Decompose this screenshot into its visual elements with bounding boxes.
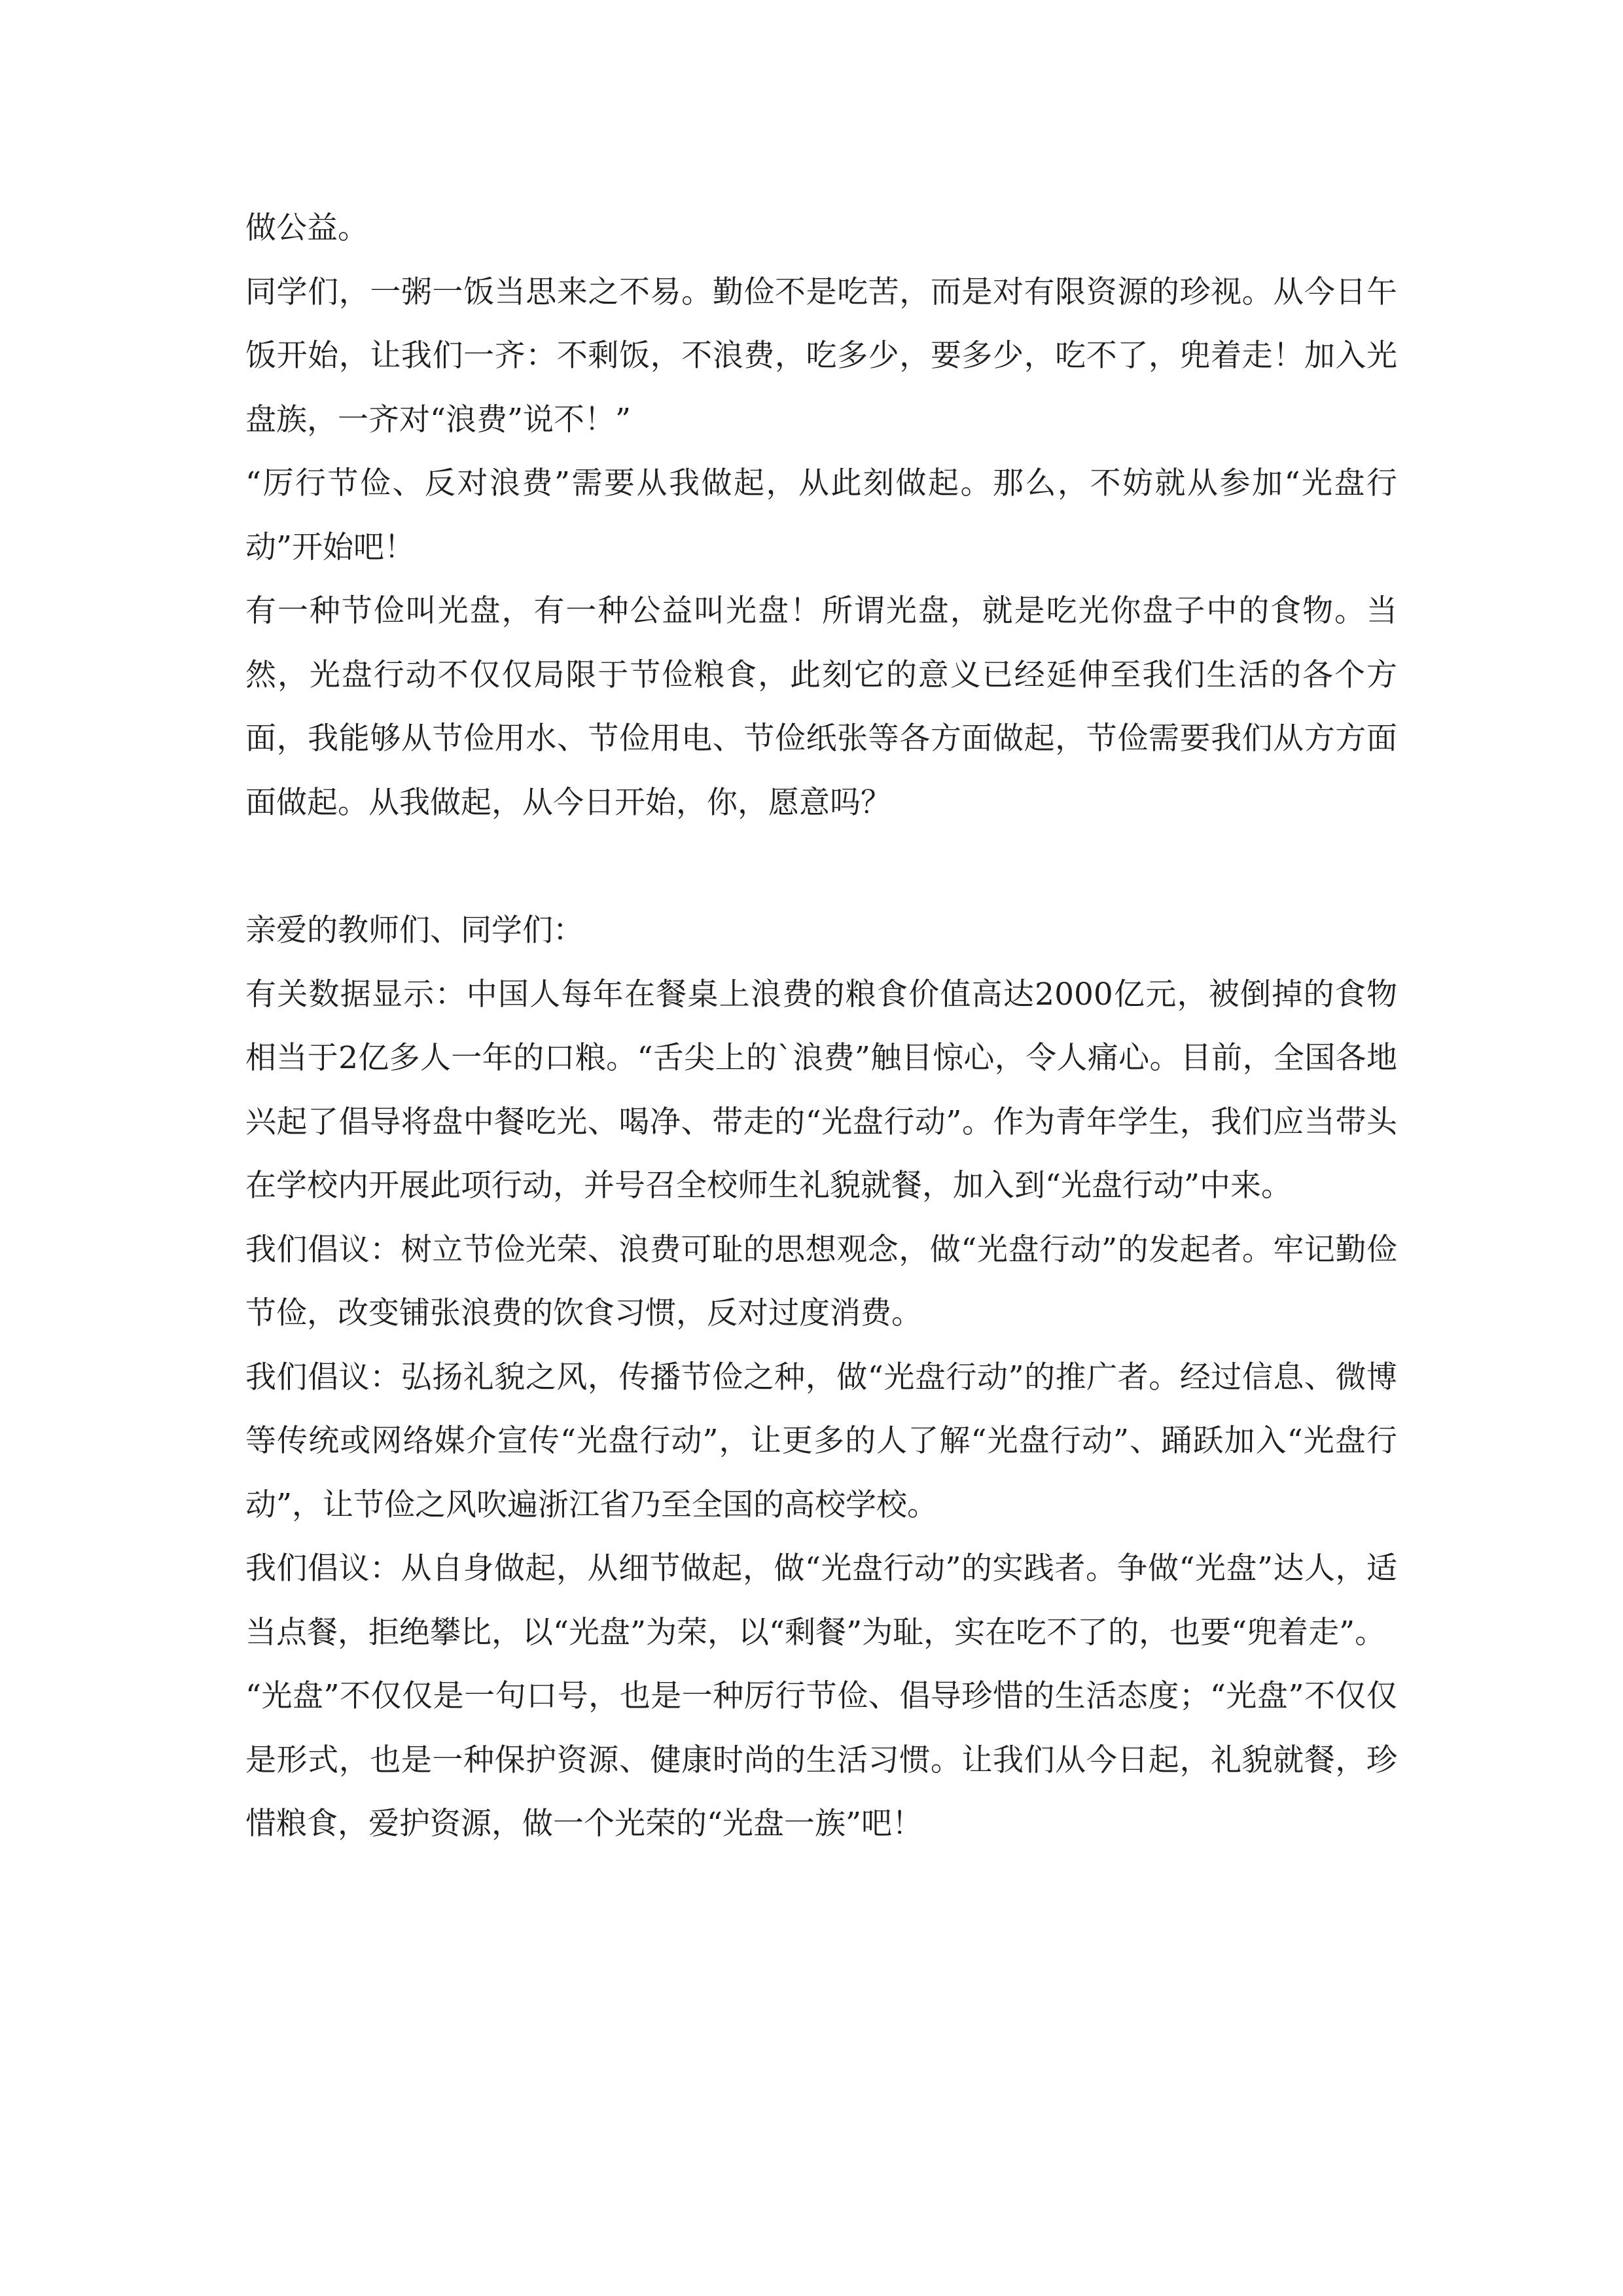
text-block-2 bbox=[245, 899, 1397, 1856]
salutation: 亲爱的教师们、同学们： bbox=[245, 912, 584, 948]
paragraph: 有关数据显示：中国人每年在餐桌上浪费的粮食价值高达2000亿元，被倒掉的食物相当于2亿多人一年的口粮。“舌尖上的`浪费”触目惊心，令人痛心。目前，全国各地兴起了倡导将盘中餐吃光、喝净、带走的“光盘行动”。作为青年学生，我们应当带头在学校内开展此项行动，并号召全校师生礼貌就餐，加入到“光盘行动”中来。 bbox=[245, 976, 1397, 1204]
paragraph: “光盘”不仅仅是一句口号，也是一种厉行节俭、倡导珍惜的生活态度；“光盘”不仅仅是形式，也是一种保护资源、健康时尚的生活习惯。让我们从今日起，礼貌就餐，珍惜粮食，爱护资源，做一个光荣的“光盘一族”吧！ bbox=[245, 1678, 1397, 1842]
paragraph: 有一种节俭叫光盘，有一种公益叫光盘！所谓光盘，就是吃光你盘子中的食物。当然，光盘行动不仅仅局限于节俭粮食，此刻它的意义已经延伸至我们生活的各个方面，我能够从节俭用水、节俭用电、节俭纸张等各方面做起，节俭需要我们从方方面面做起。从我做起，从今日开始，你，愿意吗？ bbox=[245, 593, 1397, 821]
paragraph: 我们倡议：弘扬礼貌之风，传播节俭之种，做“光盘行动”的推广者。经过信息、微博等传统或网络媒介宣传“光盘行动”，让更多的人了解“光盘行动”、踊跃加入“光盘行动”，让节俭之风吹遍浙江省乃至全国的高校学校。 bbox=[245, 1359, 1397, 1523]
paragraph: 我们倡议：从自身做起，从细节做起，做“光盘行动”的实践者。争做“光盘”达人，适当点餐，拒绝攀比，以“光盘”为荣，以“剩餐”为耻，实在吃不了的，也要“兜着走”。 bbox=[245, 1551, 1397, 1651]
paragraph: “厉行节俭、反对浪费”需要从我做起，从此刻做起。那么，不妨就从参加“光盘行动”开始吧！ bbox=[245, 465, 1397, 565]
paragraph: 我们倡议：树立节俭光荣、浪费可耻的思想观念，做“光盘行动”的发起者。牢记勤俭节俭，改变铺张浪费的饮食习惯，反对过度消费。 bbox=[245, 1231, 1397, 1331]
text-block-1 bbox=[245, 196, 1397, 834]
paragraph: 做公益。 bbox=[245, 210, 368, 246]
paragraph: 同学们，一粥一饭当思来之不易。勤俭不是吃苦，而是对有限资源的珍视。从今日午饭开始，让我们一齐：不剩饭，不浪费，吃多少，要多少，吃不了，兜着走！加入光盘族，一齐对“浪费”说不！” bbox=[245, 274, 1397, 438]
